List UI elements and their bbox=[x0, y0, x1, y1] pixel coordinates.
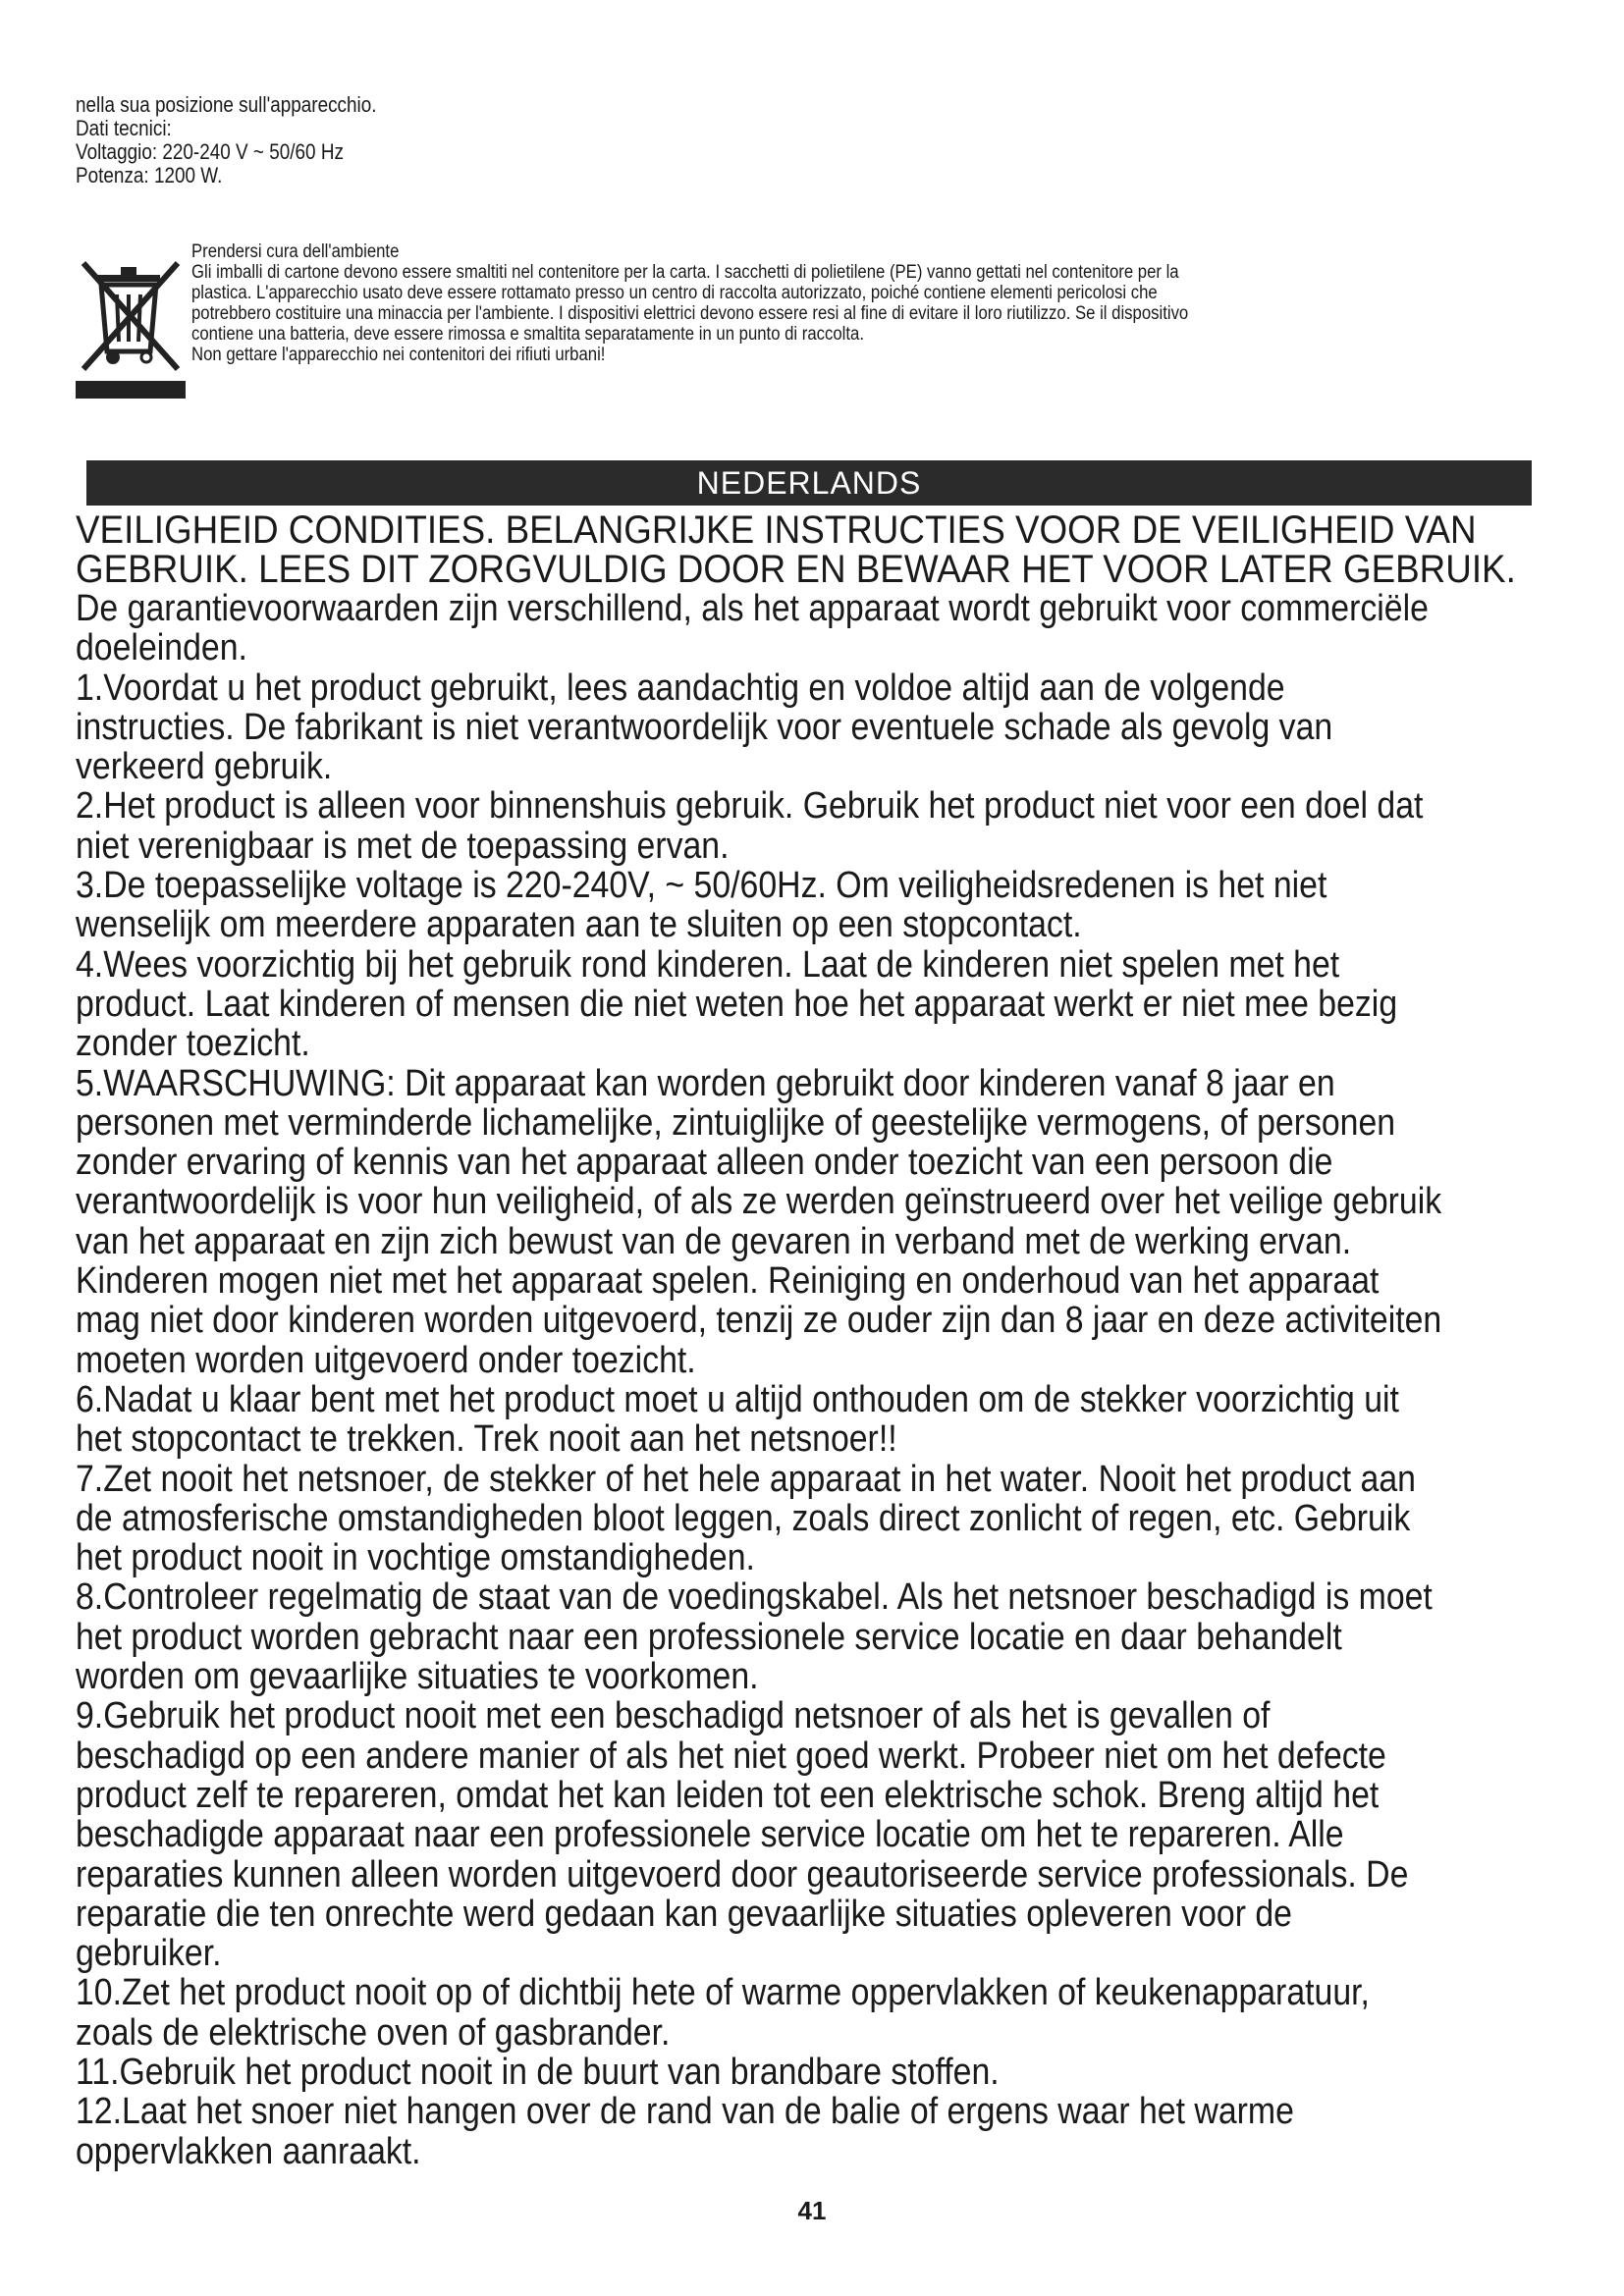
text-line: Gli imballi di cartone devono essere smaltiti nel contenitore per la carta. I sacchetti di polietilene (PE) vanno gettati nel contenitore per la bbox=[191, 262, 1179, 283]
body-text bbox=[76, 589, 1588, 2171]
text-line: Non gettare l'apparecchio nei contenitori dei rifiuti urbani! bbox=[191, 345, 606, 365]
text-line: de atmosferische omstandigheden bloot leggen, zoals direct zonlicht of regen, etc. Gebruik bbox=[76, 1497, 1411, 1539]
text-line: oppervlakken aanraakt. bbox=[76, 2130, 421, 2172]
text-line: product. Laat kinderen of mensen die niet weten hoe het apparaat werkt er niet mee bezig bbox=[76, 983, 1398, 1025]
text-line: van het apparaat en zijn zich bewust van de gevaren in verband met de werking ervan. bbox=[76, 1220, 1352, 1262]
text-line: het stopcontact te trekken. Trek nooit aan het netsnoer!! bbox=[76, 1418, 897, 1461]
crossed-out-wheelie-bin-icon bbox=[76, 253, 186, 400]
text-line: beschadigde apparaat naar een professionele service locatie om het te repareren. Alle bbox=[76, 1814, 1344, 1856]
text-line: 8.Controleer regelmatig de staat van de voedingskabel. Als het netsnoer beschadigd is moet bbox=[76, 1576, 1433, 1619]
text-line: gebruiker. bbox=[76, 1933, 222, 1975]
text-line: mag niet door kinderen worden uitgevoerd, tenzij ze ouder zijn dan 8 jaar en deze activiteiten bbox=[76, 1300, 1442, 1342]
text-line: 2.Het product is alleen voor binnenshuis gebruik. Gebruik het product niet voor een doel dat bbox=[76, 785, 1424, 828]
text-line: product zelf te repareren, omdat het kan leiden tot een elektrische schok. Breng altijd het bbox=[76, 1774, 1380, 1816]
text-line: plastica. L'apparecchio usato deve essere rottamato presso un centro di raccolta autorizzato, poiché contiene elementi pericolosi che bbox=[191, 283, 1158, 303]
page-number: 41 bbox=[797, 2196, 827, 2225]
text-line: zoals de elektrische oven of gasbrander. bbox=[76, 2011, 671, 2054]
text-line: verkeerd gebruik. bbox=[76, 746, 333, 788]
text-line: zonder ervaring of kennis van het apparaat alleen onder toezicht van een persoon die bbox=[76, 1142, 1333, 1184]
text-line: 6.Nadat u klaar bent met het product moet u altijd onthouden om de stekker voorzichtig uit bbox=[76, 1378, 1399, 1420]
text-line: doeleinden. bbox=[76, 627, 247, 669]
safety-heading: GEBRUIK. LEES DIT ZORGVULDIG DOOR EN BEWAAR HET VOOR LATER GEBRUIK. bbox=[76, 548, 1516, 591]
text-line: 3.De toepasselijke voltage is 220-240V, ~ 50/60Hz. Om veiligheidsredenen is het niet bbox=[76, 865, 1327, 907]
text-line: potrebbero costituire una minaccia per l'ambiente. I dispositivi elettrici devono essere resi al fine di evitare il loro riutilizzo. Se il dispositivo bbox=[191, 303, 1189, 324]
text-line: 10.Zet het product nooit op of dichtbij hete of warme oppervlakken of keukenapparatuur, bbox=[76, 1972, 1370, 2014]
environment-title: Prendersi cura dell'ambiente bbox=[191, 241, 400, 262]
tech-data-title: Dati tecnici: bbox=[76, 116, 172, 140]
text-line: reparatie die ten onrechte werd gedaan kan gevaarlijke situaties opleveren voor de bbox=[76, 1893, 1292, 1935]
text-line: het product worden gebracht naar een professionele service locatie en daar behandelt bbox=[76, 1616, 1342, 1658]
environment-text bbox=[191, 241, 1566, 365]
safety-heading: VEILIGHEID CONDITIES. BELANGRIJKE INSTRUCTIES VOOR DE VEILIGHEID VAN bbox=[76, 508, 1477, 552]
technical-data-section bbox=[76, 93, 959, 187]
text-line: het product nooit in vochtige omstandigheden. bbox=[76, 1537, 755, 1579]
text-line: wenselijk om meerdere apparaten aan te sluiten op een stopcontact. bbox=[76, 904, 1082, 946]
text-line: 7.Zet nooit het netsnoer, de stekker of het hele apparaat in het water. Nooit het product aan bbox=[76, 1458, 1416, 1500]
text-line: 11.Gebruik het product nooit in de buurt van brandbare stoffen. bbox=[76, 2051, 1000, 2093]
text-line: De garantievoorwaarden zijn verschillend, als het apparaat wordt gebruikt voor commerciële bbox=[76, 588, 1429, 629]
text-line: 9.Gebruik het product nooit met een beschadigd netsnoer of als het is gevallen of bbox=[76, 1695, 1271, 1737]
text-line: Kinderen mogen niet met het apparaat spelen. Reiniging en onderhoud van het apparaat bbox=[76, 1260, 1380, 1303]
text-line: niet verenigbaar is met de toepassing ervan. bbox=[76, 825, 730, 867]
text-line: 5.WAARSCHUWING: Dit apparaat kan worden gebruikt door kinderen vanaf 8 jaar en bbox=[76, 1062, 1335, 1104]
text-line: moeten worden uitgevoerd onder toezicht. bbox=[76, 1339, 696, 1381]
text-line: reparaties kunnen alleen worden uitgevoerd door geautoriseerde service professionals. De bbox=[76, 1853, 1409, 1896]
voltage-spec: Voltaggio: 220-240 V ~ 50/60 Hz bbox=[76, 139, 344, 164]
power-spec: Potenza: 1200 W. bbox=[76, 163, 223, 187]
environment-section bbox=[76, 241, 1548, 408]
text-line: beschadigd op een andere manier of als het niet goed werkt. Probeer niet om het defecte bbox=[76, 1735, 1386, 1777]
text-line: 4.Wees voorzichtig bij het gebruik rond kinderen. Laat de kinderen niet spelen met het bbox=[76, 943, 1340, 986]
text-line: personen met verminderde lichamelijke, zintuiglijke of geestelijke vermogens, of personen bbox=[76, 1101, 1396, 1144]
safety-instructions bbox=[76, 510, 1588, 2171]
text-line: nella sua posizione sull'apparecchio. bbox=[76, 92, 377, 117]
language-header-bar bbox=[86, 460, 1532, 506]
text-line: 1.Voordat u het product gebruikt, lees aandachtig en voldoe altijd aan de volgende bbox=[76, 667, 1285, 709]
text-line: verantwoordelijk is voor hun veiligheid, of als ze werden geïnstrueerd over het veilige gebruik bbox=[76, 1181, 1442, 1223]
text-line: zonder toezicht. bbox=[76, 1023, 310, 1065]
language-label: NEDERLANDS bbox=[696, 465, 922, 501]
text-line: 12.Laat het snoer niet hangen over de rand van de balie of ergens waar het warme bbox=[76, 2091, 1294, 2133]
text-line: worden om gevaarlijke situaties te voorkomen. bbox=[76, 1656, 759, 1698]
text-line: contiene una batteria, deve essere rimossa e smaltita separatamente in un punto di raccolta. bbox=[191, 324, 864, 345]
text-line: instructies. De fabrikant is niet verantwoordelijk voor eventuele schade als gevolg van bbox=[76, 706, 1333, 748]
